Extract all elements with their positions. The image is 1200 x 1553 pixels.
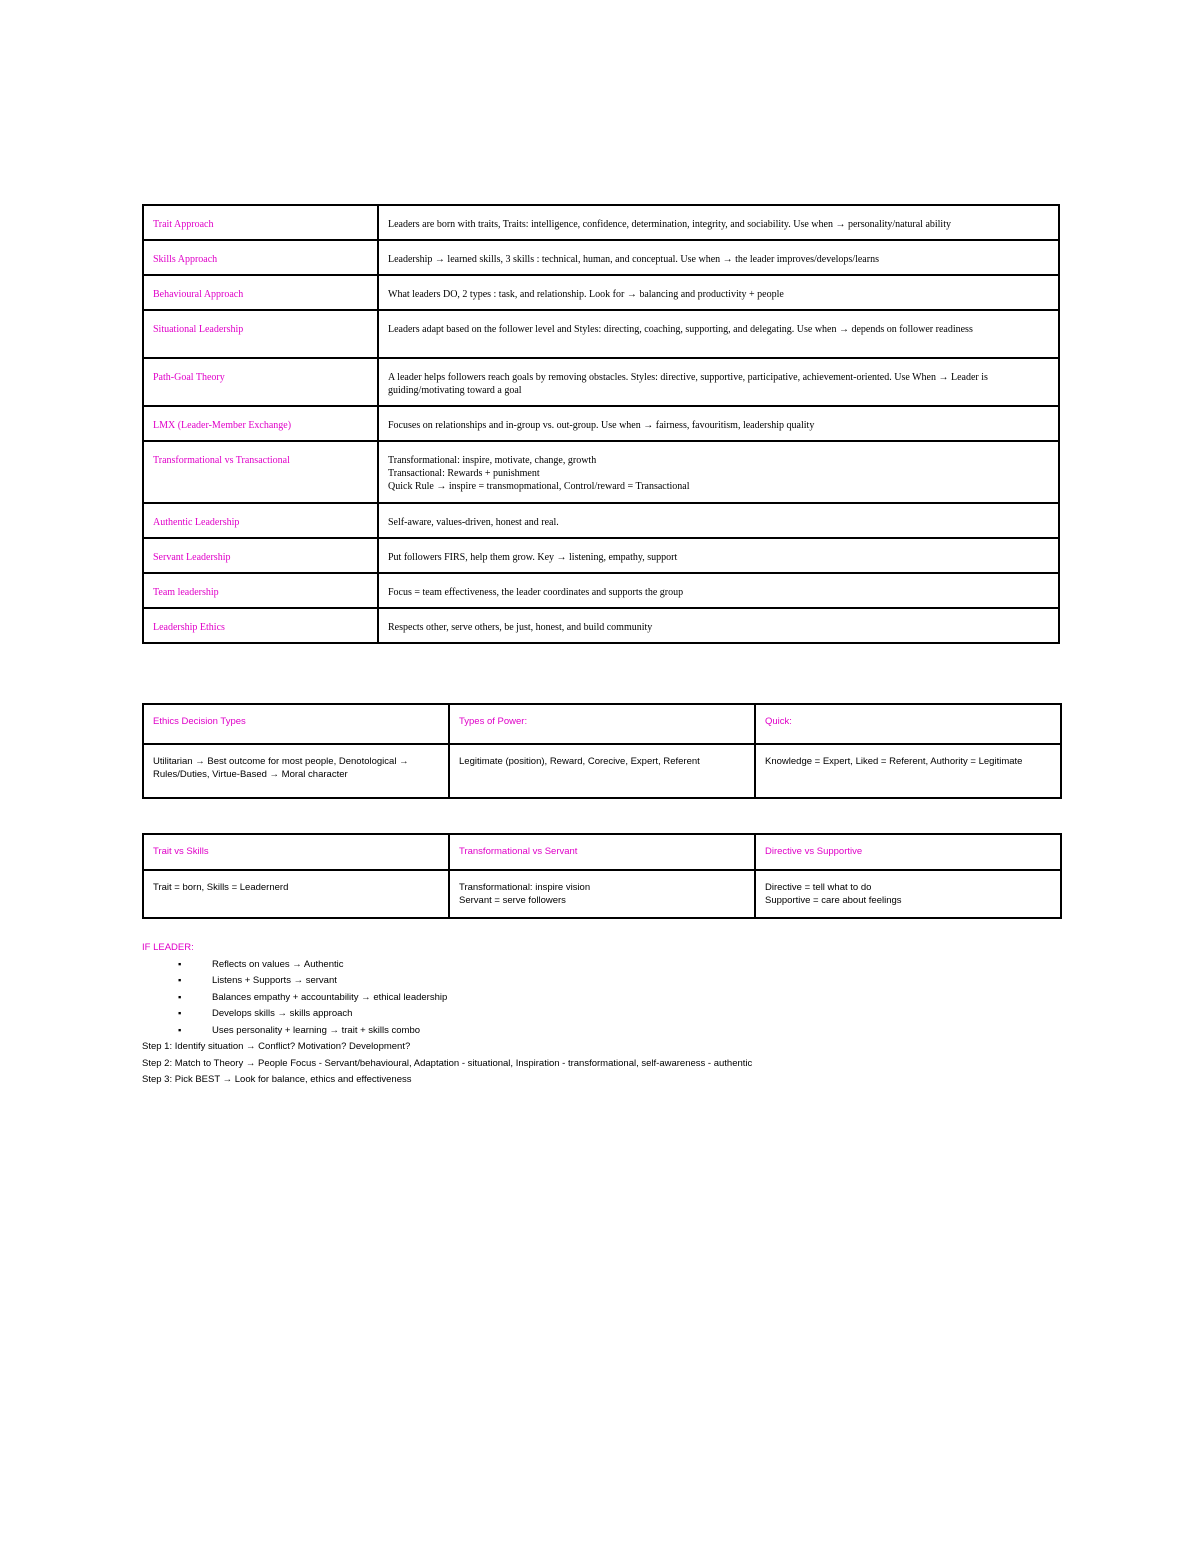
table-row [143, 205, 1059, 240]
theory-label: Behavioural Approach [143, 275, 378, 310]
table-row [143, 870, 1061, 918]
list-item-text: Develops skills → skills approach [212, 1008, 353, 1019]
description-line: Transformational: inspire, motivate, change, growth [388, 455, 597, 466]
list-item [178, 990, 1060, 1007]
theory-label: Trait Approach [143, 205, 378, 240]
theory-description: Respects other, serve others, be just, honest, and build community [378, 608, 1059, 643]
table-header-row [143, 704, 1061, 744]
cell-line: Servant = serve followers [459, 895, 566, 906]
square-bullet-icon: ▪ [178, 1024, 182, 1036]
list-item [178, 1023, 1060, 1040]
theory-label: Leadership Ethics [143, 608, 378, 643]
table-row [143, 744, 1061, 798]
column-header: Quick: [755, 704, 1061, 744]
notes-bullet-list [142, 957, 1060, 1040]
table-row [143, 441, 1059, 503]
table-row [143, 275, 1059, 310]
theory-label: Path-Goal Theory [143, 358, 378, 406]
square-bullet-icon: ▪ [178, 991, 182, 1003]
theory-description: What leaders DO, 2 types : task, and relationship. Look for → balancing and productivity + people [378, 275, 1059, 310]
table-cell: Legitimate (position), Reward, Corecive, Expert, Referent [449, 744, 755, 798]
table-row [143, 538, 1059, 573]
square-bullet-icon: ▪ [178, 1008, 182, 1019]
column-header: Ethics Decision Types [143, 704, 449, 744]
column-header: Directive vs Supportive [755, 834, 1061, 870]
list-item [178, 957, 1060, 974]
square-bullet-icon: ▪ [178, 975, 182, 986]
theory-label: Skills Approach [143, 240, 378, 275]
theory-label: Situational Leadership [143, 310, 378, 358]
list-item-text: Reflects on values → Authentic [212, 958, 344, 970]
theories-table-wrapper [142, 204, 1060, 644]
column-header: Transformational vs Servant [449, 834, 755, 870]
description-line: Transactional: Rewards + punishment [388, 468, 540, 479]
table-header-row [143, 834, 1061, 870]
theory-label: Authentic Leadership [143, 503, 378, 538]
notes-heading: IF LEADER: [142, 942, 194, 953]
table-cell [449, 870, 755, 918]
step-line: Step 2: Match to Theory → People Focus - Servant/behavioural, Adaptation - situational, Inspiration - transformational, self-awareness - authentic [142, 1057, 753, 1069]
leadership-theories-table [142, 204, 1060, 644]
list-item [178, 1006, 1060, 1023]
theory-description [378, 441, 1059, 503]
table-cell: Knowledge = Expert, Liked = Referent, Authority = Legitimate [755, 744, 1061, 798]
column-header: Trait vs Skills [143, 834, 449, 870]
theory-label: Transformational vs Transactional [143, 441, 378, 503]
table-row [143, 310, 1059, 358]
list-item-text: Uses personality + learning → trait + skills combo [212, 1024, 421, 1036]
table-cell: Utilitarian → Best outcome for most people, Denotological → Rules/Duties, Virtue-Based → Moral character [143, 744, 449, 798]
square-bullet-icon: ▪ [178, 958, 182, 970]
theory-description: Self-aware, values-driven, honest and real. [378, 503, 1059, 538]
list-item-text: Balances empathy + accountability → ethical leadership [212, 991, 448, 1003]
theory-description: Focuses on relationships and in-group vs. out-group. Use when → fairness, favouritism, leadership quality [378, 406, 1059, 441]
theory-description: A leader helps followers reach goals by removing obstacles. Styles: directive, supportive, participative, achievement-oriented. Use When → Leader is guiding/motivating toward a goal [378, 358, 1059, 406]
table-row [143, 503, 1059, 538]
theory-description: Focus = team effectiveness, the leader coordinates and supports the group [378, 573, 1059, 608]
table-row [143, 608, 1059, 643]
list-item-text: Listens + Supports → servant [212, 975, 337, 986]
theory-description: Leadership → learned skills, 3 skills : technical, human, and conceptual. Use when → the leader improves/develops/learns [378, 240, 1059, 275]
cell-line: Trait = born, Skills = Leadernerd [153, 882, 289, 893]
notes-section [142, 940, 1060, 1089]
list-item [178, 973, 1060, 990]
table-cell [143, 870, 449, 918]
table-row [143, 406, 1059, 441]
theory-label: Servant Leadership [143, 538, 378, 573]
theory-description: Leaders adapt based on the follower level and Styles: directing, coaching, supporting, and delegating. Use when → depends on follower readiness [378, 310, 1059, 358]
step-line: Step 1: Identify situation → Conflict? Motivation? Development? [142, 1041, 411, 1052]
step-line: Step 3: Pick BEST → Look for balance, ethics and effectiveness [142, 1074, 412, 1085]
theory-label: Team leadership [143, 573, 378, 608]
table-cell [755, 870, 1061, 918]
cell-line: Directive = tell what to do [765, 882, 872, 893]
table-row [143, 240, 1059, 275]
table-row [143, 358, 1059, 406]
cell-line: Supportive = care about feelings [765, 895, 902, 906]
cell-line: Transformational: inspire vision [459, 882, 591, 893]
theory-label: LMX (Leader-Member Exchange) [143, 406, 378, 441]
theory-description: Put followers FIRS, help them grow. Key → listening, empathy, support [378, 538, 1059, 573]
ethics-power-table [142, 703, 1062, 799]
comparison-table [142, 833, 1062, 919]
description-line: Quick Rule → inspire = transmopmational, Control/reward = Transactional [388, 481, 690, 492]
table-row [143, 573, 1059, 608]
theory-description: Leaders are born with traits, Traits: intelligence, confidence, determination, integrity, and sociability. Use when → personality/natural ability [378, 205, 1059, 240]
column-header: Types of Power: [449, 704, 755, 744]
